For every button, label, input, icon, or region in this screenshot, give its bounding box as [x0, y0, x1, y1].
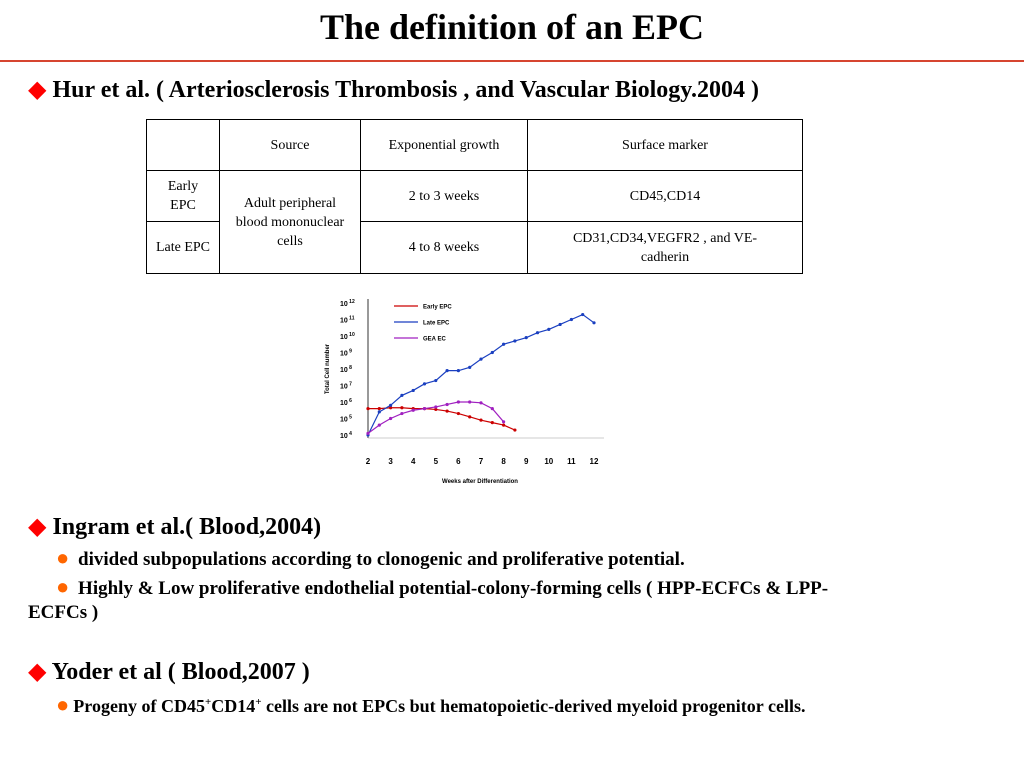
- table-row: [147, 171, 803, 222]
- x-tick-label: 8: [501, 457, 506, 466]
- ingram-bullet-1: [56, 545, 685, 571]
- data-point: [468, 366, 471, 369]
- data-point: [491, 407, 494, 410]
- data-point: [434, 379, 437, 382]
- data-point: [366, 432, 369, 435]
- circle-bullet-icon: ●: [56, 545, 70, 570]
- superscript-plus: +: [204, 696, 212, 708]
- data-point: [513, 339, 516, 342]
- data-point: [457, 400, 460, 403]
- diamond-bullet-icon: ◆: [28, 514, 47, 540]
- data-point: [468, 415, 471, 418]
- table-row-label: Late EPC: [147, 222, 220, 274]
- series-line: [368, 315, 594, 435]
- y-tick-label: 10 $^8$: [340, 365, 352, 374]
- table-growth-cell: 4 to 8 weeks: [361, 222, 528, 274]
- data-point: [536, 331, 539, 334]
- data-point: [513, 428, 516, 431]
- y-axis-label: Total Cell number: [325, 343, 331, 395]
- data-point: [434, 405, 437, 408]
- x-axis-label: Weeks after Differentiation: [442, 479, 518, 485]
- data-point: [502, 343, 505, 346]
- data-point: [423, 407, 426, 410]
- table-marker-cell: CD31,CD34,VEGFR2 , and VE-cadherin: [528, 222, 803, 274]
- yoder-bullet-1: [56, 692, 805, 718]
- slide-title: The definition of an EPC: [319, 7, 705, 47]
- table-source-cell: Adult peripheral blood mononuclear cells: [220, 171, 361, 274]
- x-tick-label: 5: [433, 457, 439, 466]
- y-tick-label: 10 $^{10}$: [340, 332, 355, 341]
- y-tick-label: 10 $^4$: [340, 431, 352, 440]
- y-tick-label: 10 $^9$: [340, 348, 352, 358]
- data-point: [378, 410, 381, 413]
- data-point: [412, 409, 415, 412]
- data-point: [479, 401, 482, 404]
- yoder-bullet-text-c: cells are not EPCs but hematopoietic-derived myeloid progenitor cells.: [261, 696, 806, 716]
- ingram-bullet-2: [56, 574, 828, 600]
- x-tick-label: 4: [410, 457, 416, 466]
- data-point: [491, 351, 494, 354]
- x-tick-label: 9: [523, 457, 529, 466]
- data-point: [502, 424, 505, 427]
- x-tick-label: 6: [456, 457, 461, 466]
- table-header-cell: Surface marker: [528, 120, 803, 171]
- data-point: [479, 419, 482, 422]
- data-point: [400, 394, 403, 397]
- ref-ingram: [28, 511, 321, 541]
- data-point: [423, 382, 426, 385]
- table-row-label: Early EPC: [147, 171, 220, 222]
- y-tick-label: 10 $^5$: [340, 414, 352, 424]
- x-tick-label: 10: [544, 457, 554, 466]
- data-point: [491, 421, 494, 424]
- yoder-bullet-text-b: CD14: [211, 696, 256, 716]
- ingram-bullet-2-continued: ECFCs ): [28, 602, 99, 623]
- circle-bullet-icon: ●: [56, 574, 70, 599]
- data-point: [570, 318, 573, 321]
- data-point: [412, 389, 415, 392]
- title-divider: [0, 60, 1024, 62]
- legend-label: Early EPC: [423, 304, 452, 311]
- diamond-bullet-icon: ◆: [28, 77, 47, 103]
- data-point: [547, 328, 550, 331]
- table-header-cell: [147, 120, 220, 171]
- data-point: [446, 369, 449, 372]
- circle-bullet-icon: ●: [56, 692, 70, 717]
- data-point: [581, 313, 584, 316]
- table-header-row: [147, 120, 803, 171]
- legend-label: GEA EC: [423, 336, 446, 343]
- y-tick-label: 10 $^6$: [340, 398, 352, 407]
- data-point: [525, 336, 528, 339]
- yoder-bullet-text-a: Progeny of CD45: [73, 696, 205, 716]
- x-tick-label: 12: [589, 457, 599, 466]
- ref-hur-text: Hur et al. ( Arteriosclerosis Thrombosis , and Vascular Biology.2004 ): [52, 77, 759, 103]
- data-point: [502, 420, 505, 423]
- data-point: [446, 403, 449, 406]
- data-point: [457, 412, 460, 415]
- data-point: [389, 404, 392, 407]
- y-tick-label: 10 $^{11}$: [340, 315, 355, 325]
- superscript-plus: +: [255, 696, 262, 708]
- data-point: [457, 369, 460, 372]
- data-point: [559, 323, 562, 326]
- data-point: [389, 417, 392, 420]
- data-point: [366, 407, 369, 410]
- ingram-bullet-1-text: divided subpopulations according to clonogenic and proliferative potential.: [78, 549, 685, 570]
- ref-ingram-text: Ingram et al.( Blood,2004): [52, 514, 322, 540]
- ref-yoder-text: Yoder et al ( Blood,2007 ): [51, 659, 310, 685]
- table-header-cell: Source: [220, 120, 361, 171]
- diamond-bullet-icon: ◆: [28, 659, 47, 685]
- cell-growth-chart: [316, 292, 616, 492]
- x-tick-label: 11: [567, 457, 576, 466]
- data-point: [378, 407, 381, 410]
- ingram-bullet-2-text: Highly & Low proliferative endothelial potential-colony-forming cells ( HPP-ECFCs & LPP-: [78, 578, 829, 599]
- data-point: [400, 412, 403, 415]
- table-growth-cell: 2 to 3 weeks: [361, 171, 528, 222]
- table-marker-cell: CD45,CD14: [528, 171, 803, 222]
- y-tick-label: 10 $^7$: [340, 381, 352, 391]
- data-point: [400, 406, 403, 409]
- x-tick-label: 3: [388, 457, 393, 466]
- ref-hur: [28, 74, 759, 104]
- x-tick-label: 7: [478, 457, 484, 466]
- table-header-cell: Exponential growth: [361, 120, 528, 171]
- ref-yoder: [28, 656, 310, 686]
- data-point: [468, 400, 471, 403]
- data-point: [479, 358, 482, 361]
- data-point: [378, 424, 381, 427]
- data-point: [592, 321, 595, 324]
- legend-label: Late EPC: [423, 320, 450, 327]
- data-point: [446, 409, 449, 412]
- epc-definition-table: [146, 119, 803, 274]
- y-tick-label: 10 $^{12}$: [340, 299, 355, 308]
- x-tick-label: 2: [365, 457, 371, 466]
